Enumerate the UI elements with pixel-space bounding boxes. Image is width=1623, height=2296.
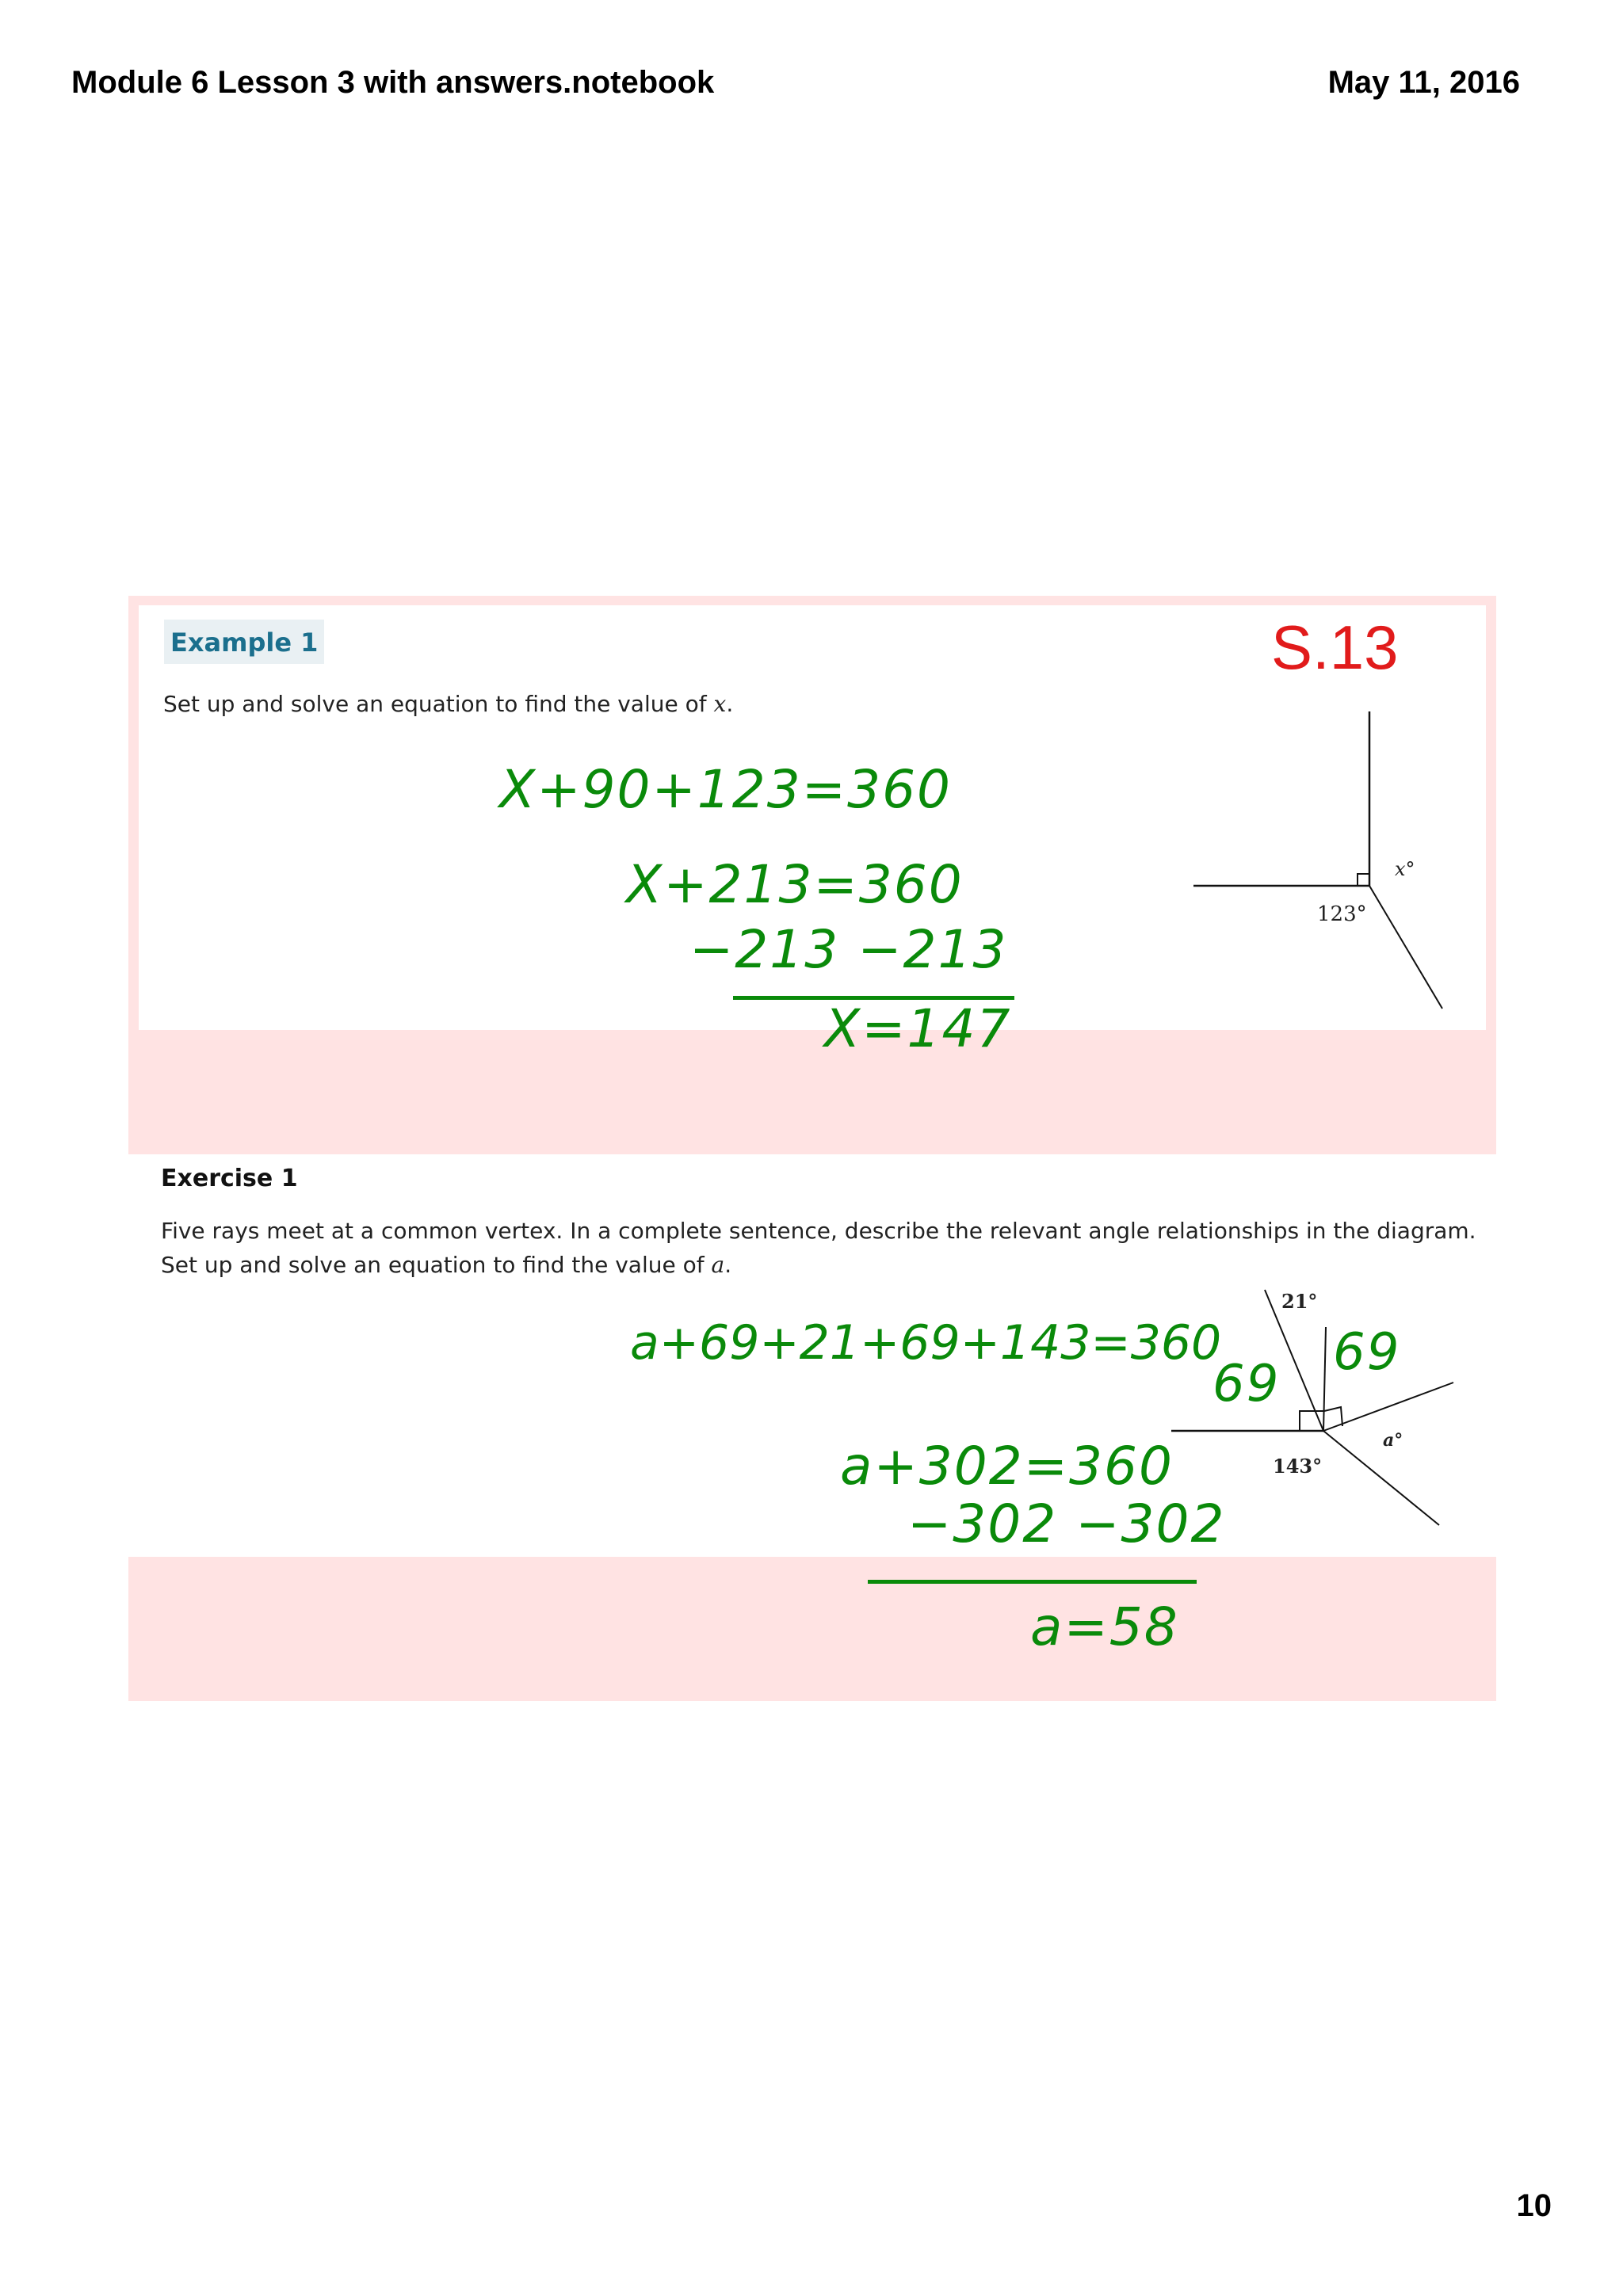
example-variable-label: x° bbox=[1395, 858, 1415, 880]
handwritten-equation-3: a+69+21+69+143=360 bbox=[630, 1315, 1222, 1371]
exercise-angle-21-label: 21° bbox=[1281, 1290, 1318, 1313]
handwritten-subtraction-2: −302 −302 bbox=[907, 1493, 1226, 1554]
handwritten-rule-2 bbox=[868, 1580, 1197, 1584]
handwritten-angle-69-right: 69 bbox=[1333, 1323, 1401, 1382]
exercise-prompt-line-2: Set up and solve an equation to find the value of a. bbox=[161, 1252, 732, 1278]
handwritten-angle-69-left: 69 bbox=[1212, 1355, 1281, 1413]
example-title: Example 1 bbox=[164, 620, 324, 664]
example-prompt: Set up and solve an equation to find the value of x. bbox=[163, 691, 734, 717]
exercise-title: Exercise 1 bbox=[161, 1165, 298, 1192]
example-angle-label: 123° bbox=[1317, 902, 1367, 926]
handwritten-equation-1: X+90+123=360 bbox=[499, 759, 953, 820]
exercise-angle-143-label: 143° bbox=[1273, 1455, 1323, 1478]
page-number: 10 bbox=[1516, 2188, 1552, 2223]
slide-number-label: S.13 bbox=[1271, 612, 1399, 682]
document-title: Module 6 Lesson 3 with answers.notebook bbox=[71, 65, 715, 100]
handwritten-equation-4: a+302=360 bbox=[840, 1436, 1174, 1497]
handwritten-subtraction: −213 −213 bbox=[689, 919, 1008, 980]
exercise-variable-label: a° bbox=[1383, 1430, 1403, 1451]
exercise-prompt-line-1: Five rays meet at a common vertex. In a complete sentence, describe the relevant angle relationships in the diagram. bbox=[161, 1218, 1476, 1244]
handwritten-answer-a: a=58 bbox=[1030, 1596, 1179, 1657]
document-date: May 11, 2016 bbox=[1327, 65, 1520, 100]
handwritten-answer-x: X=147 bbox=[824, 998, 1012, 1059]
handwritten-equation-2: X+213=360 bbox=[626, 854, 964, 915]
example-angle-diagram bbox=[1181, 705, 1458, 1014]
